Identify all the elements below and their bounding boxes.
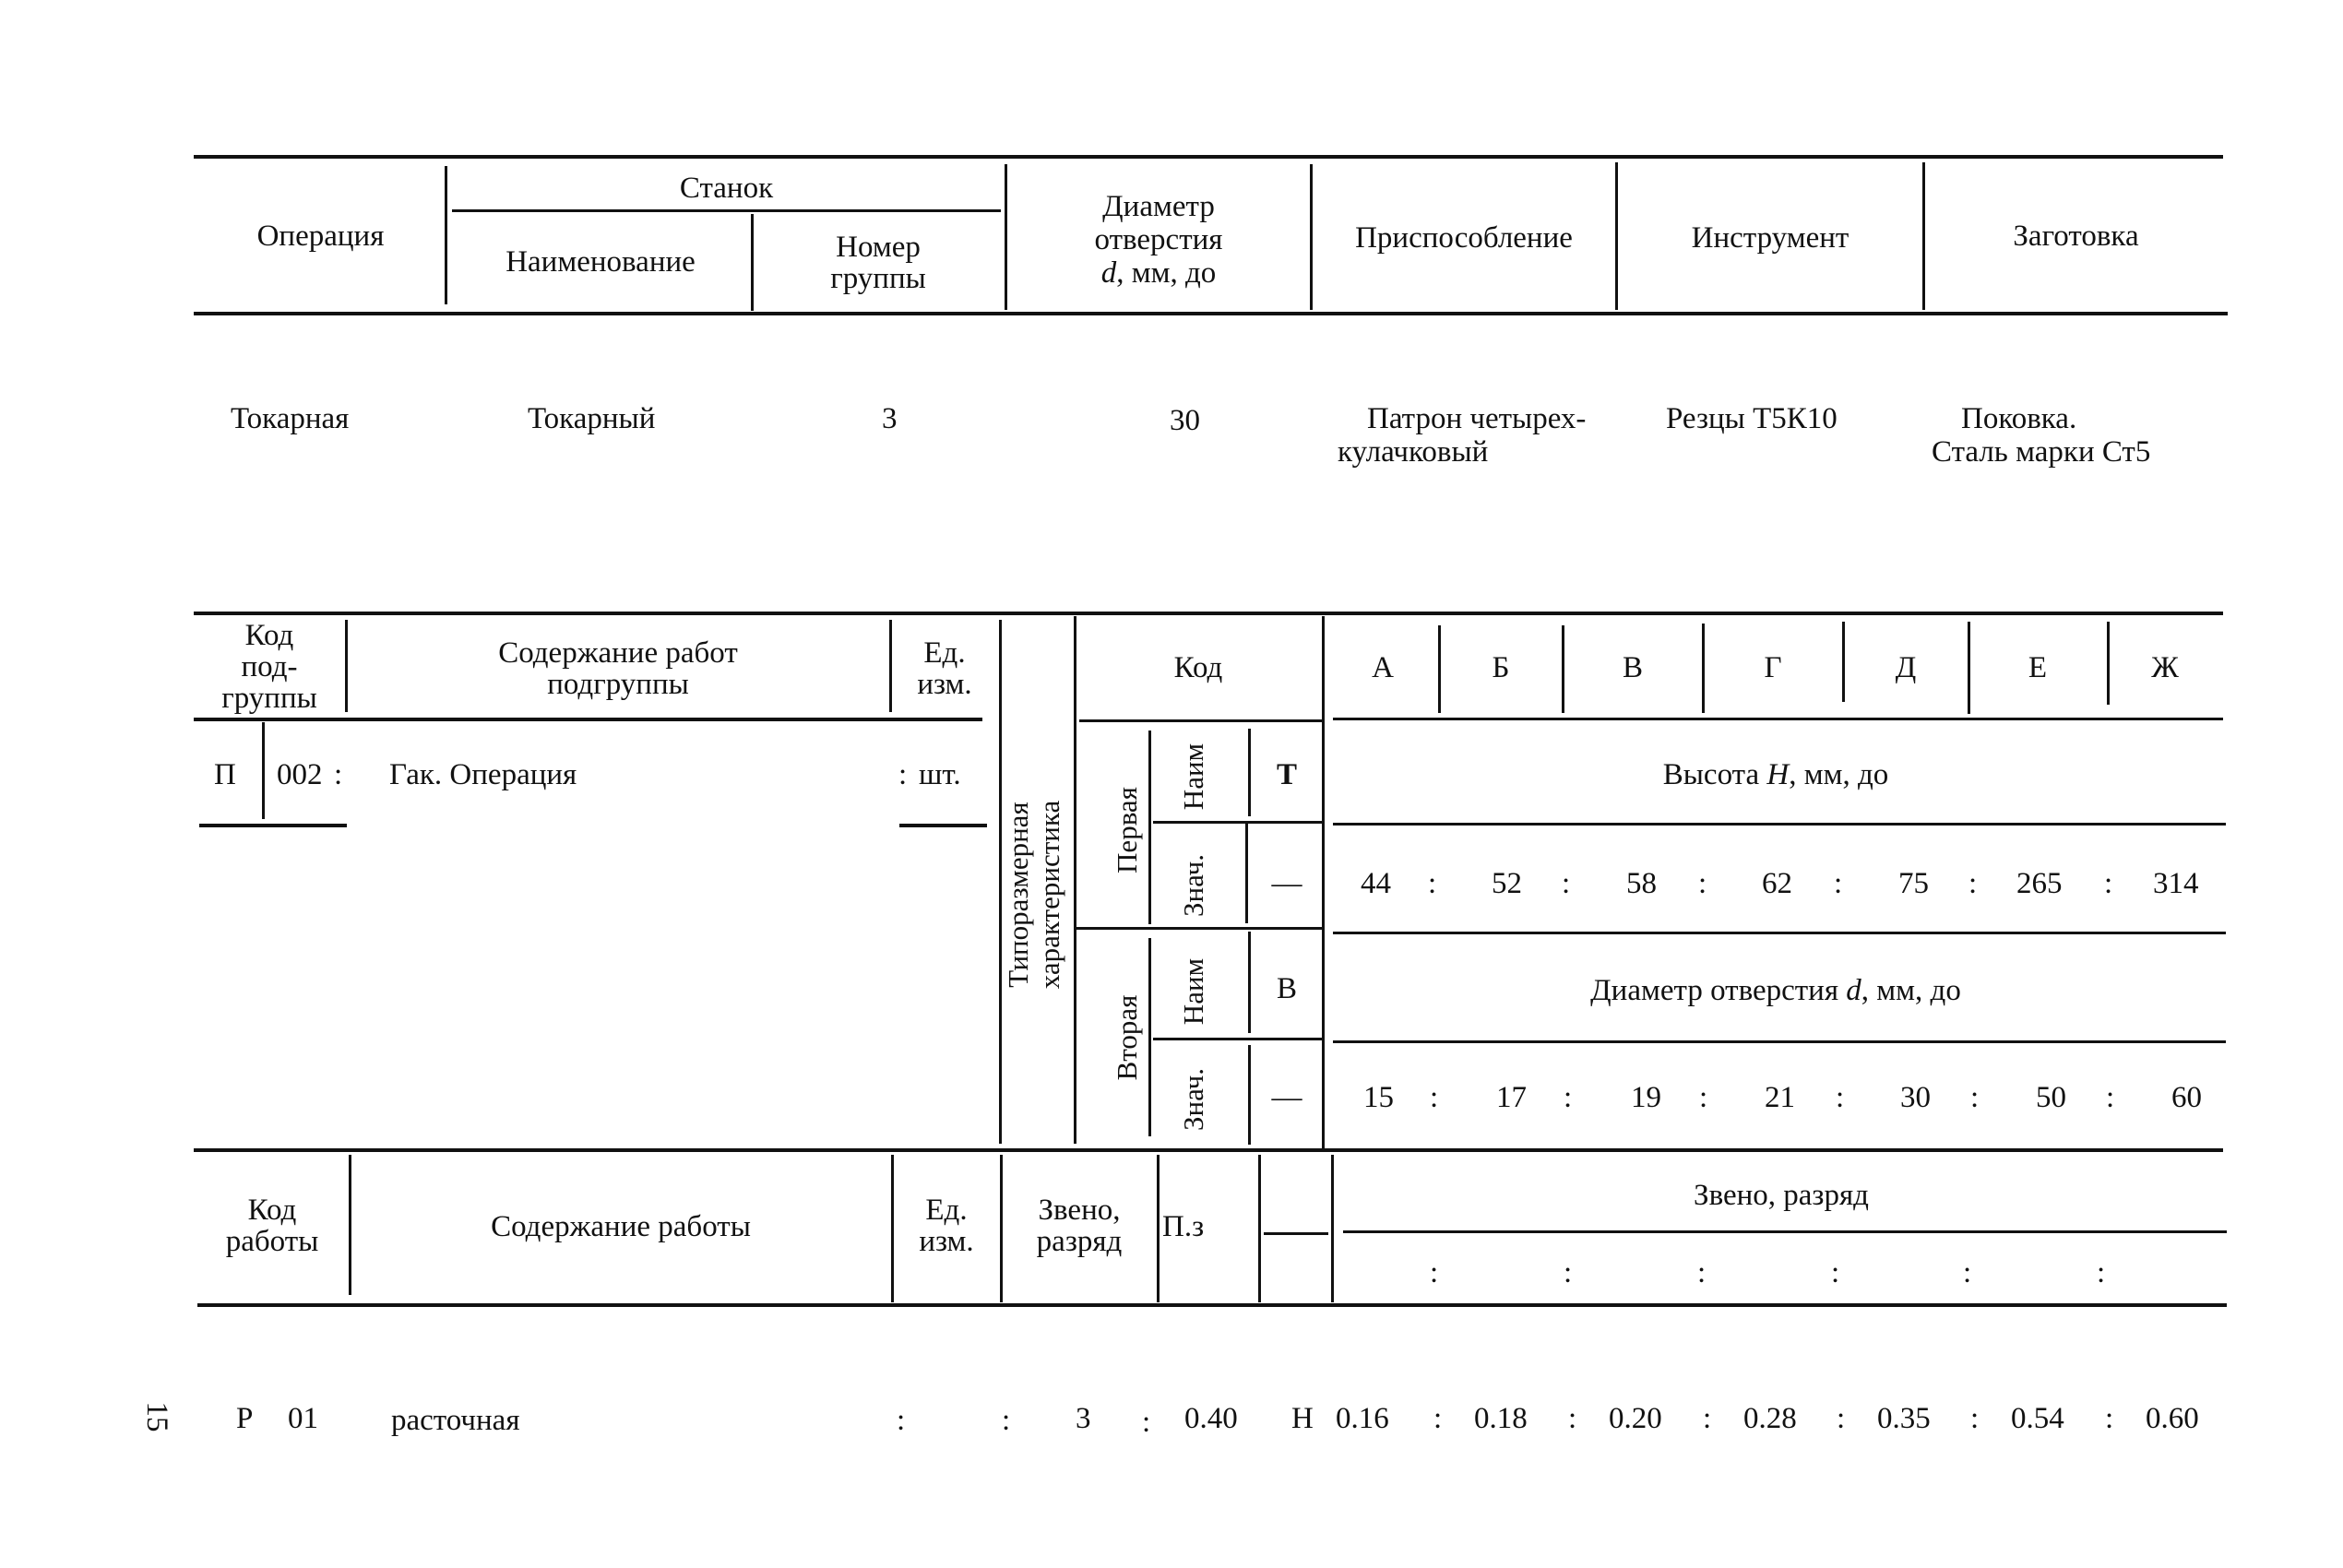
cell-machine-name: Токарный xyxy=(528,402,656,435)
header-group-number-l2: группы xyxy=(830,262,926,295)
separator: : xyxy=(2106,1081,2115,1114)
label-second-value: Знач. xyxy=(1177,1068,1209,1131)
divider xyxy=(1245,824,1248,923)
unit-text: , мм, до xyxy=(1116,256,1217,290)
divider xyxy=(199,824,347,827)
header-subgroup-code-l3: группы xyxy=(221,682,317,715)
separator: : xyxy=(1831,1256,1840,1289)
divider xyxy=(445,166,447,304)
value: 0.60 xyxy=(2146,1402,2199,1435)
value: 75 xyxy=(1898,867,1929,900)
value: 15 xyxy=(1363,1081,1394,1114)
value: 0.20 xyxy=(1609,1402,1662,1435)
header-col-e: Е xyxy=(2028,651,2048,684)
cell-content: Гак. Операция xyxy=(389,758,577,791)
header-operation: Операция xyxy=(256,220,385,253)
cell-norm-label: Н xyxy=(1291,1402,1314,1435)
label-type-size-l1: Типоразмерная xyxy=(1002,802,1034,988)
header-blank: Заготовка xyxy=(2013,220,2139,253)
separator: : xyxy=(1564,1081,1573,1114)
divider xyxy=(194,155,2223,159)
cell-operation: Токарная xyxy=(231,402,350,435)
var-h: H xyxy=(1766,758,1790,791)
divider xyxy=(1615,162,1618,310)
header-col-a: А xyxy=(1372,651,1394,684)
value: 30 xyxy=(1900,1081,1931,1114)
divider xyxy=(751,214,754,311)
separator: : xyxy=(2105,1402,2114,1435)
divider xyxy=(1258,1155,1261,1302)
divider xyxy=(899,824,987,827)
header-work-code-l1: Код xyxy=(247,1194,297,1227)
value: 50 xyxy=(2036,1081,2066,1114)
separator: : xyxy=(1963,1256,1972,1289)
page-number: 15 xyxy=(140,1401,173,1432)
text: , мм, до xyxy=(1789,758,1889,791)
separator: : xyxy=(1430,1081,1439,1114)
divider xyxy=(1310,164,1313,310)
header-pz: П.з xyxy=(1162,1210,1205,1243)
label-first: Первая xyxy=(1111,787,1143,873)
cell-fixture-l2: кулачковый xyxy=(1338,435,1489,469)
cell-code-number: 002 xyxy=(277,758,323,791)
separator: : xyxy=(1562,867,1571,900)
header-content-l2: подгруппы xyxy=(547,668,689,701)
separator: : xyxy=(2097,1256,2106,1289)
value: 0.54 xyxy=(2011,1402,2064,1435)
text: Диаметр отверстия xyxy=(1590,974,1847,1007)
divider xyxy=(1153,1038,1324,1040)
text: , мм, до xyxy=(1861,974,1961,1007)
divider xyxy=(1322,616,1325,1149)
cell-unit-sep: : xyxy=(898,758,908,791)
header-machine: Станок xyxy=(679,172,774,205)
header-tool: Инструмент xyxy=(1691,221,1849,255)
separator: : xyxy=(1568,1402,1577,1435)
header-fixture: Приспособление xyxy=(1355,221,1573,255)
value: 314 xyxy=(2153,867,2199,900)
header-unit-l1: Ед. xyxy=(925,1194,968,1227)
text: Высота xyxy=(1662,758,1767,791)
value: 265 xyxy=(2016,867,2063,900)
divider xyxy=(1333,1040,2226,1043)
header-diameter-l3 xyxy=(1009,256,1308,290)
separator: : xyxy=(1564,1256,1573,1289)
divider xyxy=(349,1155,351,1295)
value: 17 xyxy=(1496,1081,1527,1114)
header-unit-l1: Ед. xyxy=(923,636,966,670)
divider xyxy=(1148,731,1151,924)
value: 0.28 xyxy=(1743,1402,1797,1435)
label-type-size-l2: характеристика xyxy=(1033,800,1065,990)
cell-work-number: 01 xyxy=(288,1402,318,1435)
header-subgroup-code-l2: под- xyxy=(241,650,298,683)
value: 0.18 xyxy=(1474,1402,1528,1435)
header-col-b: Б xyxy=(1492,651,1510,684)
divider xyxy=(1922,162,1925,310)
header-col-g: Г xyxy=(1764,651,1782,684)
divider xyxy=(1079,719,1324,722)
header-work-content: Содержание работы xyxy=(491,1210,751,1243)
divider xyxy=(1333,823,2226,826)
value: 58 xyxy=(1626,867,1657,900)
cell-work-letter: Р xyxy=(236,1402,254,1435)
divider xyxy=(1333,932,2226,934)
label-type-size xyxy=(1003,719,1067,1070)
separator: : xyxy=(1970,1402,1980,1435)
divider xyxy=(1148,938,1151,1136)
cell-diameter: 30 xyxy=(1170,404,1200,437)
header-col-d: Д xyxy=(1895,651,1917,684)
cell-fixture-l1: Патрон четырех- xyxy=(1367,402,1587,435)
cell-crew: 3 xyxy=(1076,1402,1091,1435)
separator: : xyxy=(1698,867,1707,900)
cell-group-number: 3 xyxy=(882,402,898,435)
cell-blank-l1: Поковка. xyxy=(1961,402,2077,435)
divider xyxy=(1005,164,1007,310)
header-group-number-l1: Номер xyxy=(836,231,921,264)
label-second-name: Наим xyxy=(1177,957,1209,1026)
code-first-value: — xyxy=(1271,867,1302,900)
divider xyxy=(1074,616,1076,1144)
separator: : xyxy=(1837,1402,1846,1435)
divider xyxy=(1343,1230,2227,1233)
divider xyxy=(1248,932,1251,1033)
divider xyxy=(197,1303,2227,1307)
header-code: Код xyxy=(1173,651,1223,684)
separator: : xyxy=(1433,1402,1443,1435)
header-subgroup-code-l1: Код xyxy=(244,619,294,652)
value: 44 xyxy=(1361,867,1391,900)
divider xyxy=(1331,1155,1334,1302)
divider xyxy=(194,1148,2223,1152)
value: 21 xyxy=(1765,1081,1795,1114)
cell-pz: 0.40 xyxy=(1184,1402,1238,1435)
header-col-zh: Ж xyxy=(2151,651,2179,684)
header-unit-l2: изм. xyxy=(919,1225,974,1258)
divider xyxy=(1000,1155,1003,1302)
header-col-v: В xyxy=(1622,651,1643,684)
separator: : xyxy=(1428,867,1437,900)
separator: : xyxy=(1697,1256,1707,1289)
separator: : xyxy=(897,1404,906,1437)
divider xyxy=(891,1155,894,1302)
separator: : xyxy=(1834,867,1843,900)
header-crew-l1: Звено, xyxy=(1038,1194,1121,1227)
divider xyxy=(1248,729,1251,816)
code-second-name: В xyxy=(1276,972,1297,1005)
header-crew-l2: разряд xyxy=(1036,1225,1123,1258)
cell-work-content: расточная xyxy=(391,1404,520,1437)
divider xyxy=(194,612,2223,615)
code-second-value: — xyxy=(1271,1081,1302,1114)
cell-blank-l2: Сталь марки Ст5 xyxy=(1932,435,2151,469)
divider xyxy=(1333,718,2223,720)
header-diameter-l1: Диаметр xyxy=(1102,190,1215,223)
value: 60 xyxy=(2171,1081,2202,1114)
divider xyxy=(262,722,265,819)
divider xyxy=(452,209,1001,212)
second-characteristic-name xyxy=(1328,974,2223,1007)
header-content-l1: Содержание работ xyxy=(498,636,738,670)
separator: : xyxy=(2104,867,2113,900)
header-unit-l2: изм. xyxy=(917,668,972,701)
separator: : xyxy=(1970,1081,1980,1114)
divider xyxy=(194,312,2228,315)
separator: : xyxy=(1968,867,1978,900)
separator: : xyxy=(1836,1081,1845,1114)
separator: : xyxy=(1699,1081,1708,1114)
header-work-code-l2: работы xyxy=(225,1225,319,1258)
value: 0.35 xyxy=(1877,1402,1931,1435)
header-diameter-l2: отверстия xyxy=(1094,223,1223,256)
divider xyxy=(1248,1045,1251,1145)
label-first-name: Наим xyxy=(1177,742,1209,811)
label-second: Вторая xyxy=(1111,994,1143,1081)
var-d: d xyxy=(1100,256,1117,290)
cell-code-sep: : xyxy=(334,758,343,791)
first-characteristic-name xyxy=(1328,758,2223,791)
divider xyxy=(1157,1155,1160,1302)
divider xyxy=(345,620,348,712)
header-crew-rank: Звено, разряд xyxy=(1694,1179,1869,1212)
divider xyxy=(889,620,892,712)
value: 0.16 xyxy=(1336,1402,1389,1435)
separator: : xyxy=(1002,1404,1011,1437)
label-first-value: Знач. xyxy=(1177,854,1209,917)
value: 62 xyxy=(1762,867,1792,900)
separator: : xyxy=(1142,1406,1151,1439)
divider xyxy=(194,718,982,721)
value: 19 xyxy=(1631,1081,1661,1114)
cell-unit: шт. xyxy=(919,758,961,791)
value: 52 xyxy=(1492,867,1522,900)
cell-code-letter: П xyxy=(214,758,236,791)
var-d: d xyxy=(1846,974,1861,1007)
cell-tool: Резцы Т5К10 xyxy=(1666,402,1838,435)
separator: : xyxy=(1703,1402,1712,1435)
header-machine-name: Наименование xyxy=(505,245,696,279)
code-first-name: Т xyxy=(1276,758,1297,791)
separator: : xyxy=(1430,1256,1439,1289)
divider xyxy=(1264,1232,1328,1235)
